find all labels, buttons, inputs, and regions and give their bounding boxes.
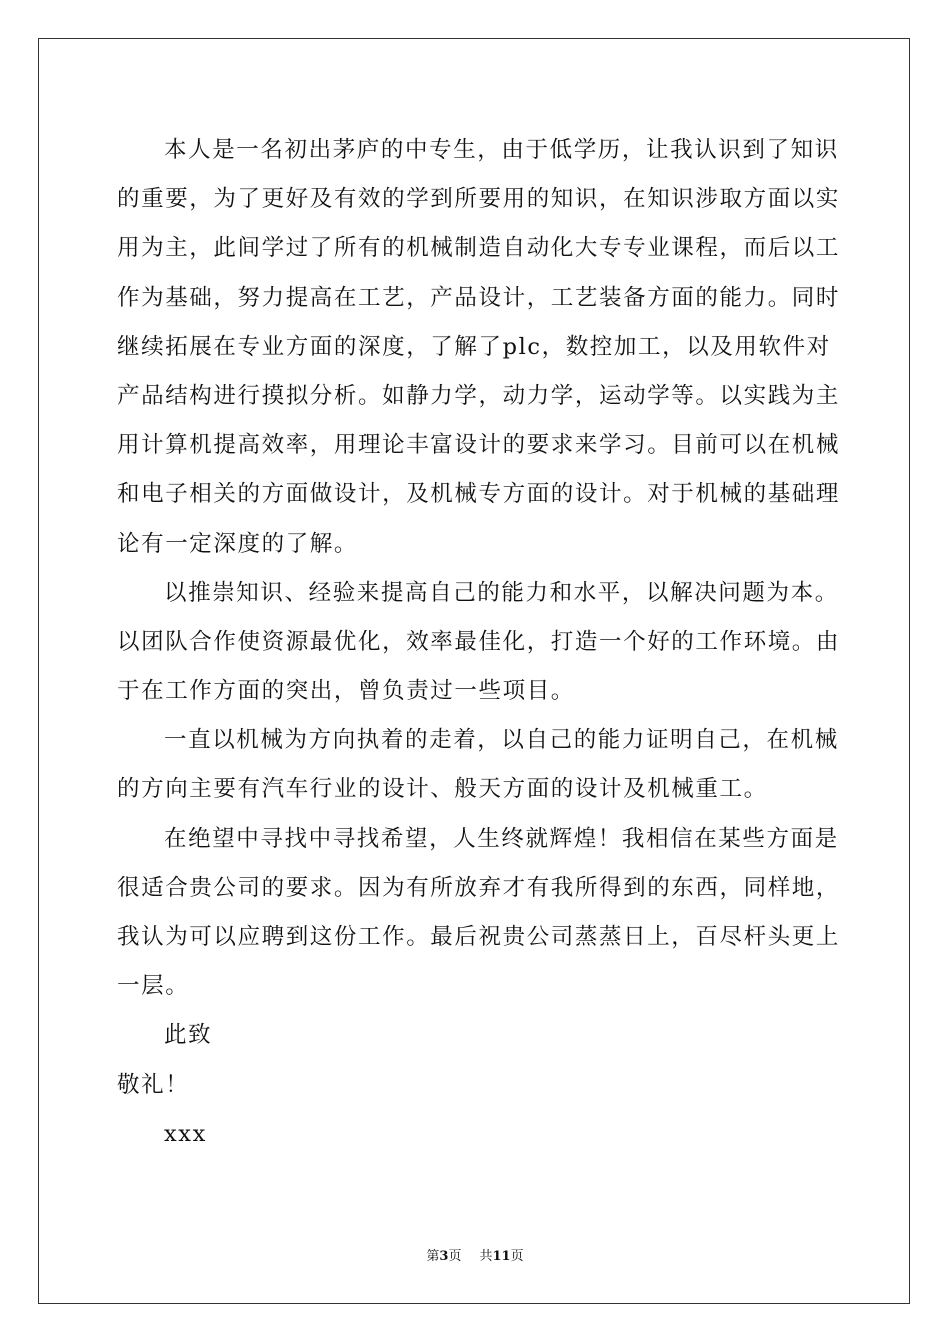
paragraph-4-line-2: 很适合贵公司的要求。因为有所放弃才有我所得到的东西，同样地， xyxy=(117,874,841,901)
page-prefix: 第 xyxy=(426,1249,440,1264)
page-total: 11 xyxy=(492,1249,511,1264)
total-prefix: 共 xyxy=(479,1249,493,1264)
page-suffix: 页 xyxy=(448,1249,462,1264)
paragraph-4-line-4: 一层。 xyxy=(117,973,190,1000)
paragraph-1-line-8: 和电子相关的方面做设计，及机械专方面的设计。对于机械的基础理 xyxy=(117,481,841,508)
paragraph-2-line-3: 于在工作方面的突出，曾负责过一些项目。 xyxy=(117,678,575,705)
paragraph-1-line-5: 继续拓展在专业方面的深度，了解了plc，数控加工，以及用软件对 xyxy=(117,333,831,360)
paragraph-1-line-6: 产品结构进行摸拟分析。如静力学，动力学，运动学等。以实践为主 xyxy=(117,382,841,409)
closing-respect: 敬礼！ xyxy=(117,1071,190,1098)
page-footer xyxy=(0,1245,950,1264)
paragraph-1-line-4: 作为基础，努力提高在工艺，产品设计，工艺装备方面的能力。同时 xyxy=(117,284,841,311)
paragraph-3-line-2: 的方向主要有汽车行业的设计、般天方面的设计及机械重工。 xyxy=(117,776,768,803)
paragraph-4-line-3: 我认为可以应聘到这份工作。最后祝贵公司蒸蒸日上，百尽杆头更上 xyxy=(117,924,841,950)
paragraph-1-line-7: 用计算机提高效率，用理论丰富设计的要求来学习。目前可以在机械 xyxy=(117,432,841,459)
page-current: 3 xyxy=(439,1249,449,1264)
paragraph-1-line-1: 本人是一名初出茅庐的中专生，由于低学历，让我认识到了知识 xyxy=(164,137,839,163)
paragraph-2-line-2: 以团队合作使资源最优化，效率最佳化，打造一个好的工作环境。由 xyxy=(117,628,841,655)
paragraph-1-line-3: 用为主，此间学过了所有的机械制造自动化大专专业课程，而后以工 xyxy=(117,235,841,262)
paragraph-4-line-1: 在绝望中寻找中寻找希望，人生终就辉煌！我相信在某些方面是 xyxy=(164,825,839,852)
letter-body xyxy=(117,130,841,1163)
paragraph-1-line-2: 的重要，为了更好及有效的学到所要用的知识，在知识涉取方面以实 xyxy=(117,186,841,213)
total-suffix: 页 xyxy=(510,1249,524,1264)
signature: xxx xyxy=(164,1120,207,1147)
paragraph-2-line-1: 以推崇知识、经验来提高自己的能力和水平，以解决问题为本。 xyxy=(164,579,839,606)
paragraph-3-line-1: 一直以机械为方向执着的走着，以自己的能力证明自己，在机械 xyxy=(164,727,839,754)
paragraph-1-line-9: 论有一定深度的了解。 xyxy=(117,530,359,557)
closing-salutation: 此致 xyxy=(164,1022,213,1049)
